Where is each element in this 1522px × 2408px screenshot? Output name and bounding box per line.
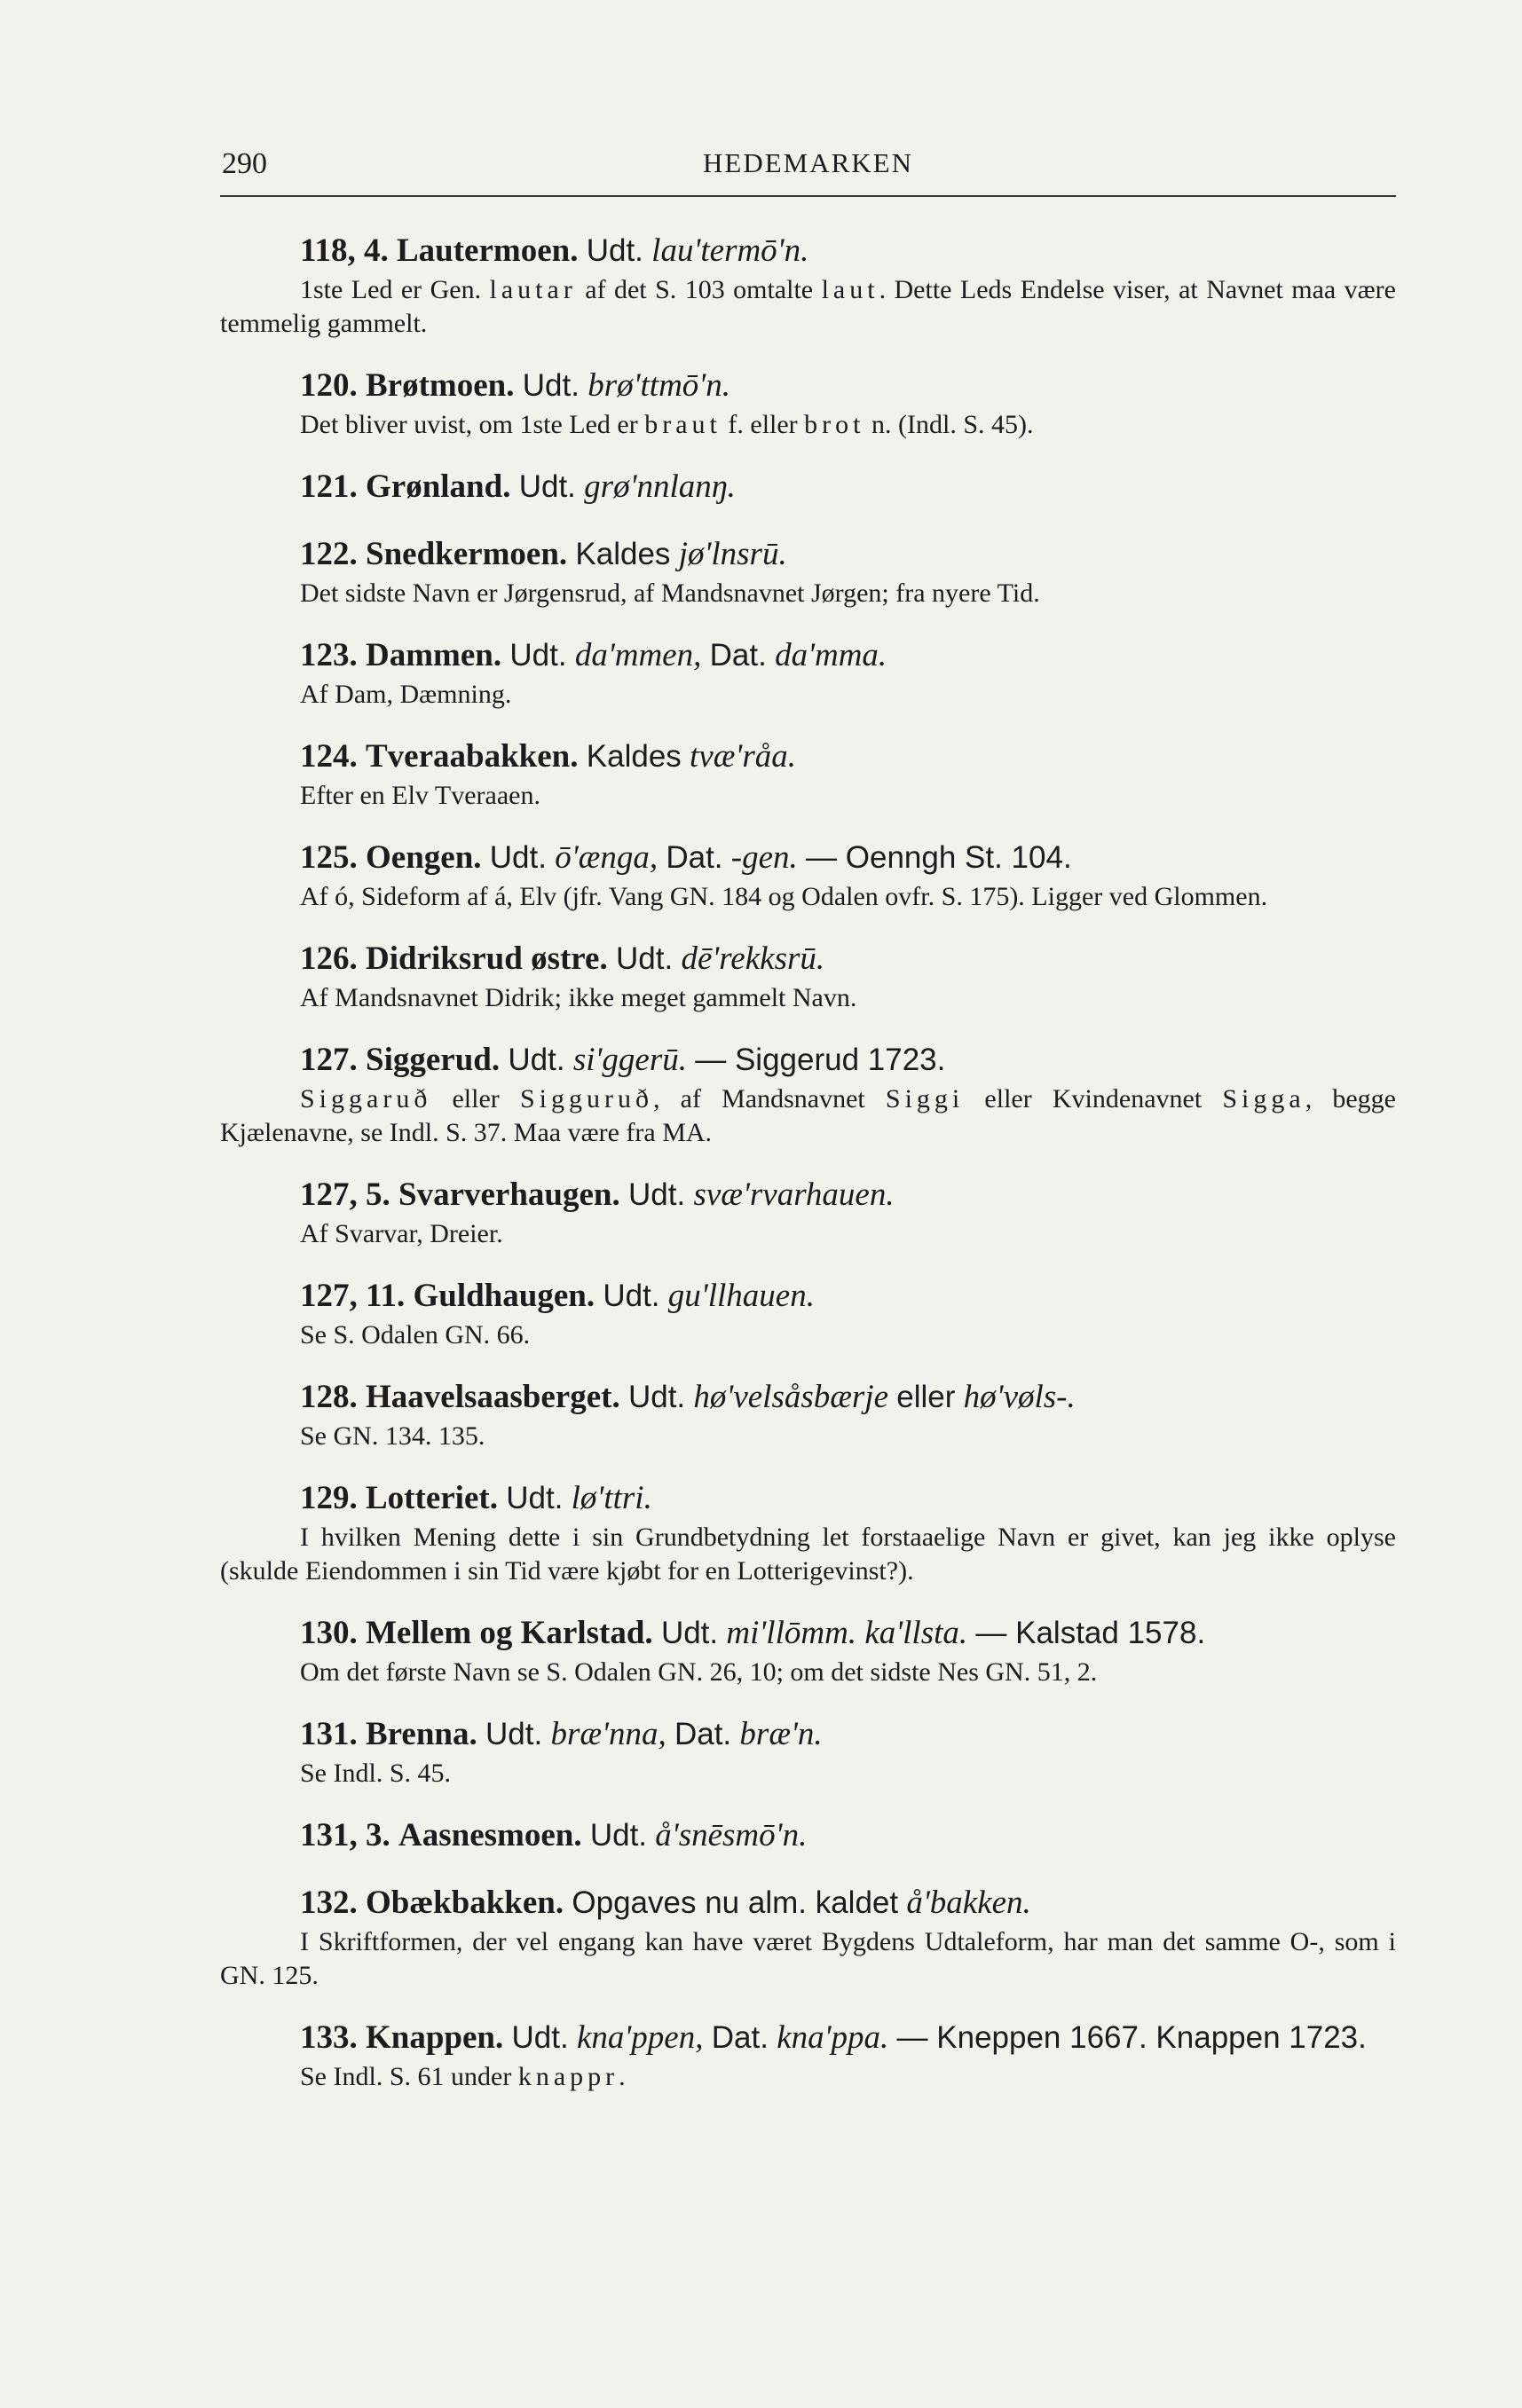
entry-number: 121.: [300, 468, 358, 505]
entry-note: I hvilken Mening dette i sin Grundbetydning let forstaaelige Navn er givet, kan jeg ikke oplyse (skulde Eiendommen i sin Tid være kjøbt for en Lotterigevinst?).: [220, 1523, 1396, 1586]
pronunciation: brø'ttmō'n.: [588, 367, 730, 404]
page: [220, 133, 1396, 2091]
place-name: Knappen.: [366, 2019, 504, 2056]
entry-127-5: [220, 1173, 1396, 1251]
place-name: Haavelsaasberget.: [366, 1379, 620, 1415]
pronunciation: ō'ænga,: [555, 839, 658, 876]
pronunciation: jø'lnsrū.: [678, 536, 787, 572]
entry-note: Se Indl. S. 61 under knappr.: [300, 2062, 626, 2091]
entry-number: 127, 5.: [300, 1176, 390, 1213]
label-kaldes: Kaldes: [575, 537, 671, 571]
pronunciation: da'mmen,: [574, 637, 702, 673]
entry-118-4: [220, 229, 1396, 341]
pronunciation: hø'velsåsbærje: [693, 1379, 889, 1415]
label-dat: Dat.: [666, 840, 723, 875]
label-udt: Udt.: [489, 840, 547, 875]
place-name: Dammen.: [366, 637, 502, 673]
pronunciation: kna'ppen,: [576, 2019, 704, 2056]
label-udt: Udt.: [508, 1043, 565, 1077]
entry-number: 122.: [300, 536, 358, 572]
entry-128: [220, 1375, 1396, 1453]
entry-number: 120.: [300, 367, 358, 404]
label-udt: Udt.: [509, 638, 567, 673]
pronunciation: svæ'rvarhauen.: [693, 1176, 895, 1213]
entry-note: Det bliver uvist, om 1ste Led er braut f. eller brot n. (Indl. S. 45).: [300, 410, 1034, 439]
pronunciation: grø'nnlanŋ.: [584, 468, 736, 505]
label-udt: Udt.: [485, 1717, 543, 1751]
label-dat: Dat.: [709, 638, 767, 673]
place-name: Tveraabakken.: [366, 738, 579, 775]
place-name: Obækbakken.: [366, 1885, 564, 1921]
pronunciation: å'bakken.: [906, 1885, 1031, 1921]
entry-note: Af Dam, Dæmning.: [300, 680, 512, 709]
entry-132: [220, 1881, 1396, 1993]
entry-number: 132.: [300, 1885, 358, 1921]
label-opgaves: Opgaves nu alm. kaldet: [572, 1885, 899, 1920]
entry-number: 131.: [300, 1716, 358, 1752]
entry-note: 1ste Led er Gen. lautar af det S. 103 omtalte laut. Dette Leds Endelse viser, at Navnet maa være temmelig gammelt.: [220, 275, 1396, 338]
entry-number: 124.: [300, 738, 358, 775]
entry-120: [220, 364, 1396, 442]
entry-124: [220, 735, 1396, 813]
label-udt: Udt.: [603, 1279, 660, 1313]
label-udt: Udt.: [586, 233, 643, 268]
entry-number: 127.: [300, 1042, 358, 1078]
label-udt: Udt.: [627, 1380, 686, 1414]
label-dat: Dat.: [674, 1717, 732, 1751]
entry-number: 127, 11.: [300, 1278, 406, 1314]
place-name: Snedkermoen.: [366, 536, 568, 572]
entry-note: I Skriftformen, der vel engang kan have været Bygdens Udtaleform, har man det samme O-, som i GN. 125.: [220, 1927, 1396, 1990]
entry-note: Det sidste Navn er Jørgensrud, af Mandsnavnet Jørgen; fra nyere Tid.: [300, 578, 1040, 608]
alt-pronunciation: hø'vøls-.: [963, 1379, 1076, 1415]
entry-131: [220, 1712, 1396, 1790]
place-name: Oengen.: [366, 839, 482, 876]
place-name: Lotteriet.: [366, 1480, 498, 1516]
pronunciation: lø'ttri.: [571, 1480, 652, 1516]
historical-forms: — Kneppen 1667. Knappen 1723.: [896, 2020, 1367, 2055]
entry-note: Se S. Odalen GN. 66.: [300, 1320, 531, 1350]
entry-number: 126.: [300, 940, 358, 977]
entry-note: Af ó, Sideform af á, Elv (jfr. Vang GN. 184 og Odalen ovfr. S. 175). Ligger ved Glommen.: [300, 882, 1268, 911]
entry-125: [220, 836, 1396, 914]
page-number: 290: [222, 147, 267, 180]
alt-pronunciation: ka'llsta.: [864, 1615, 968, 1651]
label-udt: Udt.: [660, 1616, 719, 1650]
label-dat: Dat.: [711, 2020, 769, 2055]
entry-133: [220, 2016, 1396, 2094]
label-udt: Udt.: [589, 1818, 648, 1853]
entry-note: Af Svarvar, Dreier.: [300, 1219, 503, 1248]
place-name: Siggerud.: [366, 1042, 501, 1078]
place-name: Guldhaugen.: [413, 1278, 595, 1314]
entry-number: 133.: [300, 2019, 358, 2056]
place-name: Grønland.: [366, 468, 511, 505]
entry-123: [220, 633, 1396, 712]
dative-form: kna'ppa.: [777, 2019, 889, 2056]
entry-number: 129.: [300, 1480, 358, 1516]
dative-form: da'mma.: [775, 637, 887, 673]
entry-note: Om det første Navn se S. Odalen GN. 26, 10; om det sidste Nes GN. 51, 2.: [300, 1657, 1098, 1687]
entry-note: Se Indl. S. 45.: [300, 1759, 452, 1788]
entry-121: [220, 465, 1396, 509]
header-rule: [220, 195, 1396, 197]
pronunciation: si'ggerū.: [572, 1042, 687, 1078]
label-udt: Udt.: [506, 1481, 564, 1515]
pronunciation: å'snēsmō'n.: [655, 1817, 808, 1853]
label-eller: eller: [896, 1380, 956, 1414]
place-name: Lautermoen.: [396, 232, 579, 269]
pronunciation: lau'termō'n.: [651, 232, 809, 269]
label-udt: Udt.: [522, 368, 580, 403]
place-name: Didriksrud østre.: [366, 940, 608, 977]
pronunciation: tvæ'råa.: [690, 738, 796, 775]
place-name: Mellem og Karlstad.: [366, 1615, 653, 1651]
pronunciation: mi'llōmm.: [726, 1615, 857, 1651]
entry-note: Af Mandsnavnet Didrik; ikke meget gammelt Navn.: [300, 983, 857, 1012]
entry-note: Se GN. 134. 135.: [300, 1421, 485, 1451]
entry-note: Siggaruð eller Sigguruð, af Mandsnavnet Siggi eller Kvindenavnet Sigga, begge Kjælenavne, se Indl. S. 37. Maa være fra MA.: [220, 1084, 1396, 1147]
running-header: [220, 133, 1396, 192]
place-name: Brenna.: [366, 1716, 477, 1752]
label-udt: Udt.: [511, 2020, 569, 2055]
entry-number: 130.: [300, 1615, 358, 1651]
place-name: Brøtmoen.: [366, 367, 515, 404]
entry-number: 123.: [300, 637, 358, 673]
entry-127-11: [220, 1274, 1396, 1352]
entry-127: [220, 1038, 1396, 1150]
historical-forms: — Oenngh St. 104.: [806, 840, 1072, 875]
entry-note: Efter en Elv Tveraaen.: [300, 781, 540, 810]
pronunciation: bræ'nna,: [550, 1716, 666, 1752]
label-udt: Udt.: [628, 1177, 686, 1212]
pronunciation: gu'llhauen.: [667, 1278, 815, 1314]
entry-131-3: [220, 1814, 1396, 1858]
label-udt: Udt.: [615, 941, 674, 976]
entry-122: [220, 532, 1396, 610]
historical-forms: — Siggerud 1723.: [695, 1043, 946, 1077]
entry-number: 125.: [300, 839, 358, 876]
running-title: HEDEMARKEN: [703, 147, 913, 178]
historical-forms: — Kalstad 1578.: [975, 1616, 1206, 1650]
dative-form: -gen.: [730, 839, 798, 876]
place-name: Aasnesmoen.: [398, 1817, 582, 1853]
entry-number: 131, 3.: [300, 1817, 390, 1853]
entry-list: [220, 229, 1396, 2117]
entry-129: [220, 1476, 1396, 1588]
pronunciation: dē'rekksrū.: [681, 940, 825, 977]
entry-number: 118, 4.: [300, 232, 389, 269]
dative-form: bræ'n.: [739, 1716, 823, 1752]
entry-126: [220, 937, 1396, 1015]
entry-number: 128.: [300, 1379, 358, 1415]
label-udt: Udt.: [518, 469, 576, 504]
label-kaldes: Kaldes: [586, 739, 682, 774]
entry-130: [220, 1611, 1396, 1689]
place-name: Svarverhaugen.: [398, 1176, 620, 1213]
